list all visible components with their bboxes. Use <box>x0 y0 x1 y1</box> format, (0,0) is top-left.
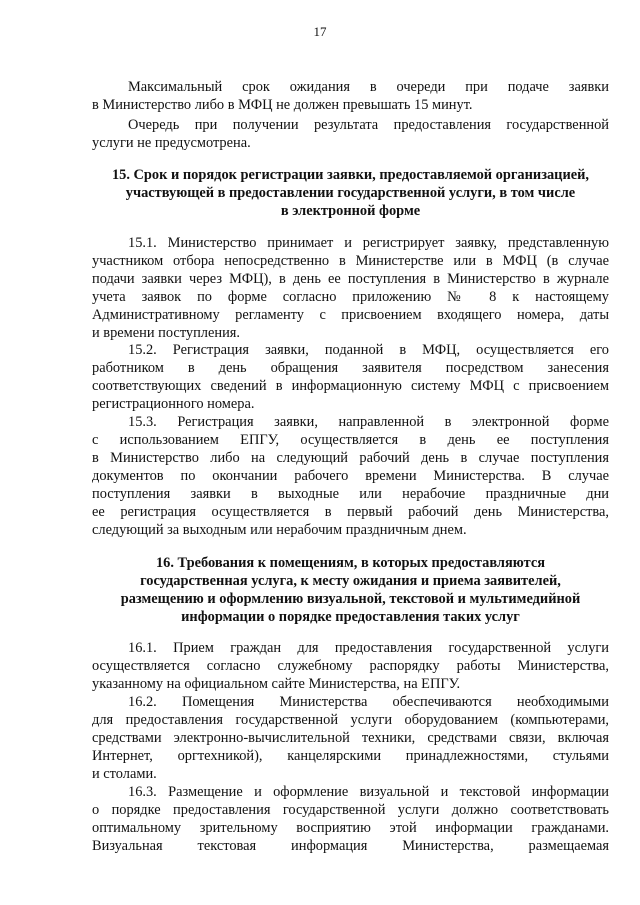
paragraph-line: Интернет, оргтехникой), канцелярскими принадлежностями, стульями <box>92 748 609 764</box>
paragraph-line: для предоставления государственной услуги оборудованием (компьютерами, <box>92 712 609 728</box>
paragraph-line: ее регистрация осуществляется в первый рабочий день Министерства, <box>92 504 609 520</box>
paragraph-line: участником отбора непосредственно в Министерстве или в МФЦ (в случае <box>92 253 609 269</box>
section-heading-line: размещению и оформлению визуальной, текстовой и мультимедийной <box>120 591 581 607</box>
paragraph-line: и времени поступления. <box>92 325 240 341</box>
paragraph-line: средствами электронно-вычислительной техники, средствами связи, включая <box>92 730 609 746</box>
paragraph-line: соответствующих сведений в информационную систему МФЦ с присвоением <box>92 378 609 394</box>
paragraph-line: следующий за выходным или нерабочим праздничным днем. <box>92 522 467 538</box>
section-heading-line: государственная услуга, к месту ожидания и приема заявителей, <box>140 573 561 589</box>
paragraph-line: работником в день обращения заявителя посредством занесения <box>92 360 609 376</box>
page-number: 17 <box>313 24 327 39</box>
paragraph-line: услуги не предусмотрена. <box>92 135 251 151</box>
paragraph-line: указанному на официальном сайте Министерства, на ЕПГУ. <box>92 676 461 692</box>
section-heading-line: в электронной форме <box>280 203 421 219</box>
paragraph-line: осуществляется согласно служебному распорядку работы Министерства, <box>92 658 609 674</box>
paragraph-line: Административному регламенту с присвоением входящего номера, даты <box>92 307 609 323</box>
section-heading-line: 15. Срок и порядок регистрации заявки, предоставляемой организацией, <box>111 167 590 183</box>
paragraph-line: 15.3. Регистрация заявки, направленной в электронной форме <box>128 414 609 430</box>
paragraph-line: 16.2. Помещения Министерства обеспечиваются необходимыми <box>128 694 609 710</box>
section-heading-line: участвующей в предоставлении государственной услуги, в том числе <box>125 185 576 201</box>
paragraph-line: учета заявок по форме согласно приложению № 8 к настоящему <box>92 289 609 305</box>
paragraph-line: регистрационного номера. <box>92 396 255 412</box>
paragraph-line: 15.2. Регистрация заявки, поданной в МФЦ, осуществляется его <box>128 342 609 358</box>
paragraph-line: в Министерство либо в МФЦ не должен превышать 15 минут. <box>92 97 473 113</box>
paragraph-line: подачи заявки через МФЦ), в день ее поступления в Министерство в журнале <box>92 271 609 287</box>
section-heading-line: 16. Требования к помещениям, в которых предоставляются <box>155 555 546 571</box>
paragraph-line: документов по окончании рабочего времени Министерства. В случае <box>92 468 609 484</box>
paragraph-line: Очередь при получении результата предоставления государственной <box>128 117 609 133</box>
paragraph-line: 15.1. Министерство принимает и регистрирует заявку, представленную <box>128 235 609 251</box>
section-heading-line: информации о порядке предоставления таких услуг <box>181 609 520 625</box>
paragraph-line: 16.1. Прием граждан для предоставления государственной услуги <box>128 640 609 656</box>
paragraph-line: в Министерство либо на следующий рабочий день в случае поступления <box>92 450 609 466</box>
paragraph-line: с использованием ЕПГУ, осуществляется в день ее поступления <box>92 432 609 448</box>
paragraph-line: и столами. <box>92 766 157 782</box>
paragraph-line: Максимальный срок ожидания в очереди при подаче заявки <box>128 79 609 95</box>
paragraph-line: поступления заявки в выходные или нерабочие праздничные дни <box>92 486 609 502</box>
paragraph-line: оптимальному зрительному восприятию этой информации гражданами. <box>92 820 609 836</box>
paragraph-line: о порядке предоставления государственной услуги должно соответствовать <box>92 802 609 818</box>
paragraph-line: 16.3. Размещение и оформление визуальной и текстовой информации <box>128 784 609 800</box>
paragraph-line: Визуальная текстовая информация Министерства, размещаемая <box>92 838 609 854</box>
